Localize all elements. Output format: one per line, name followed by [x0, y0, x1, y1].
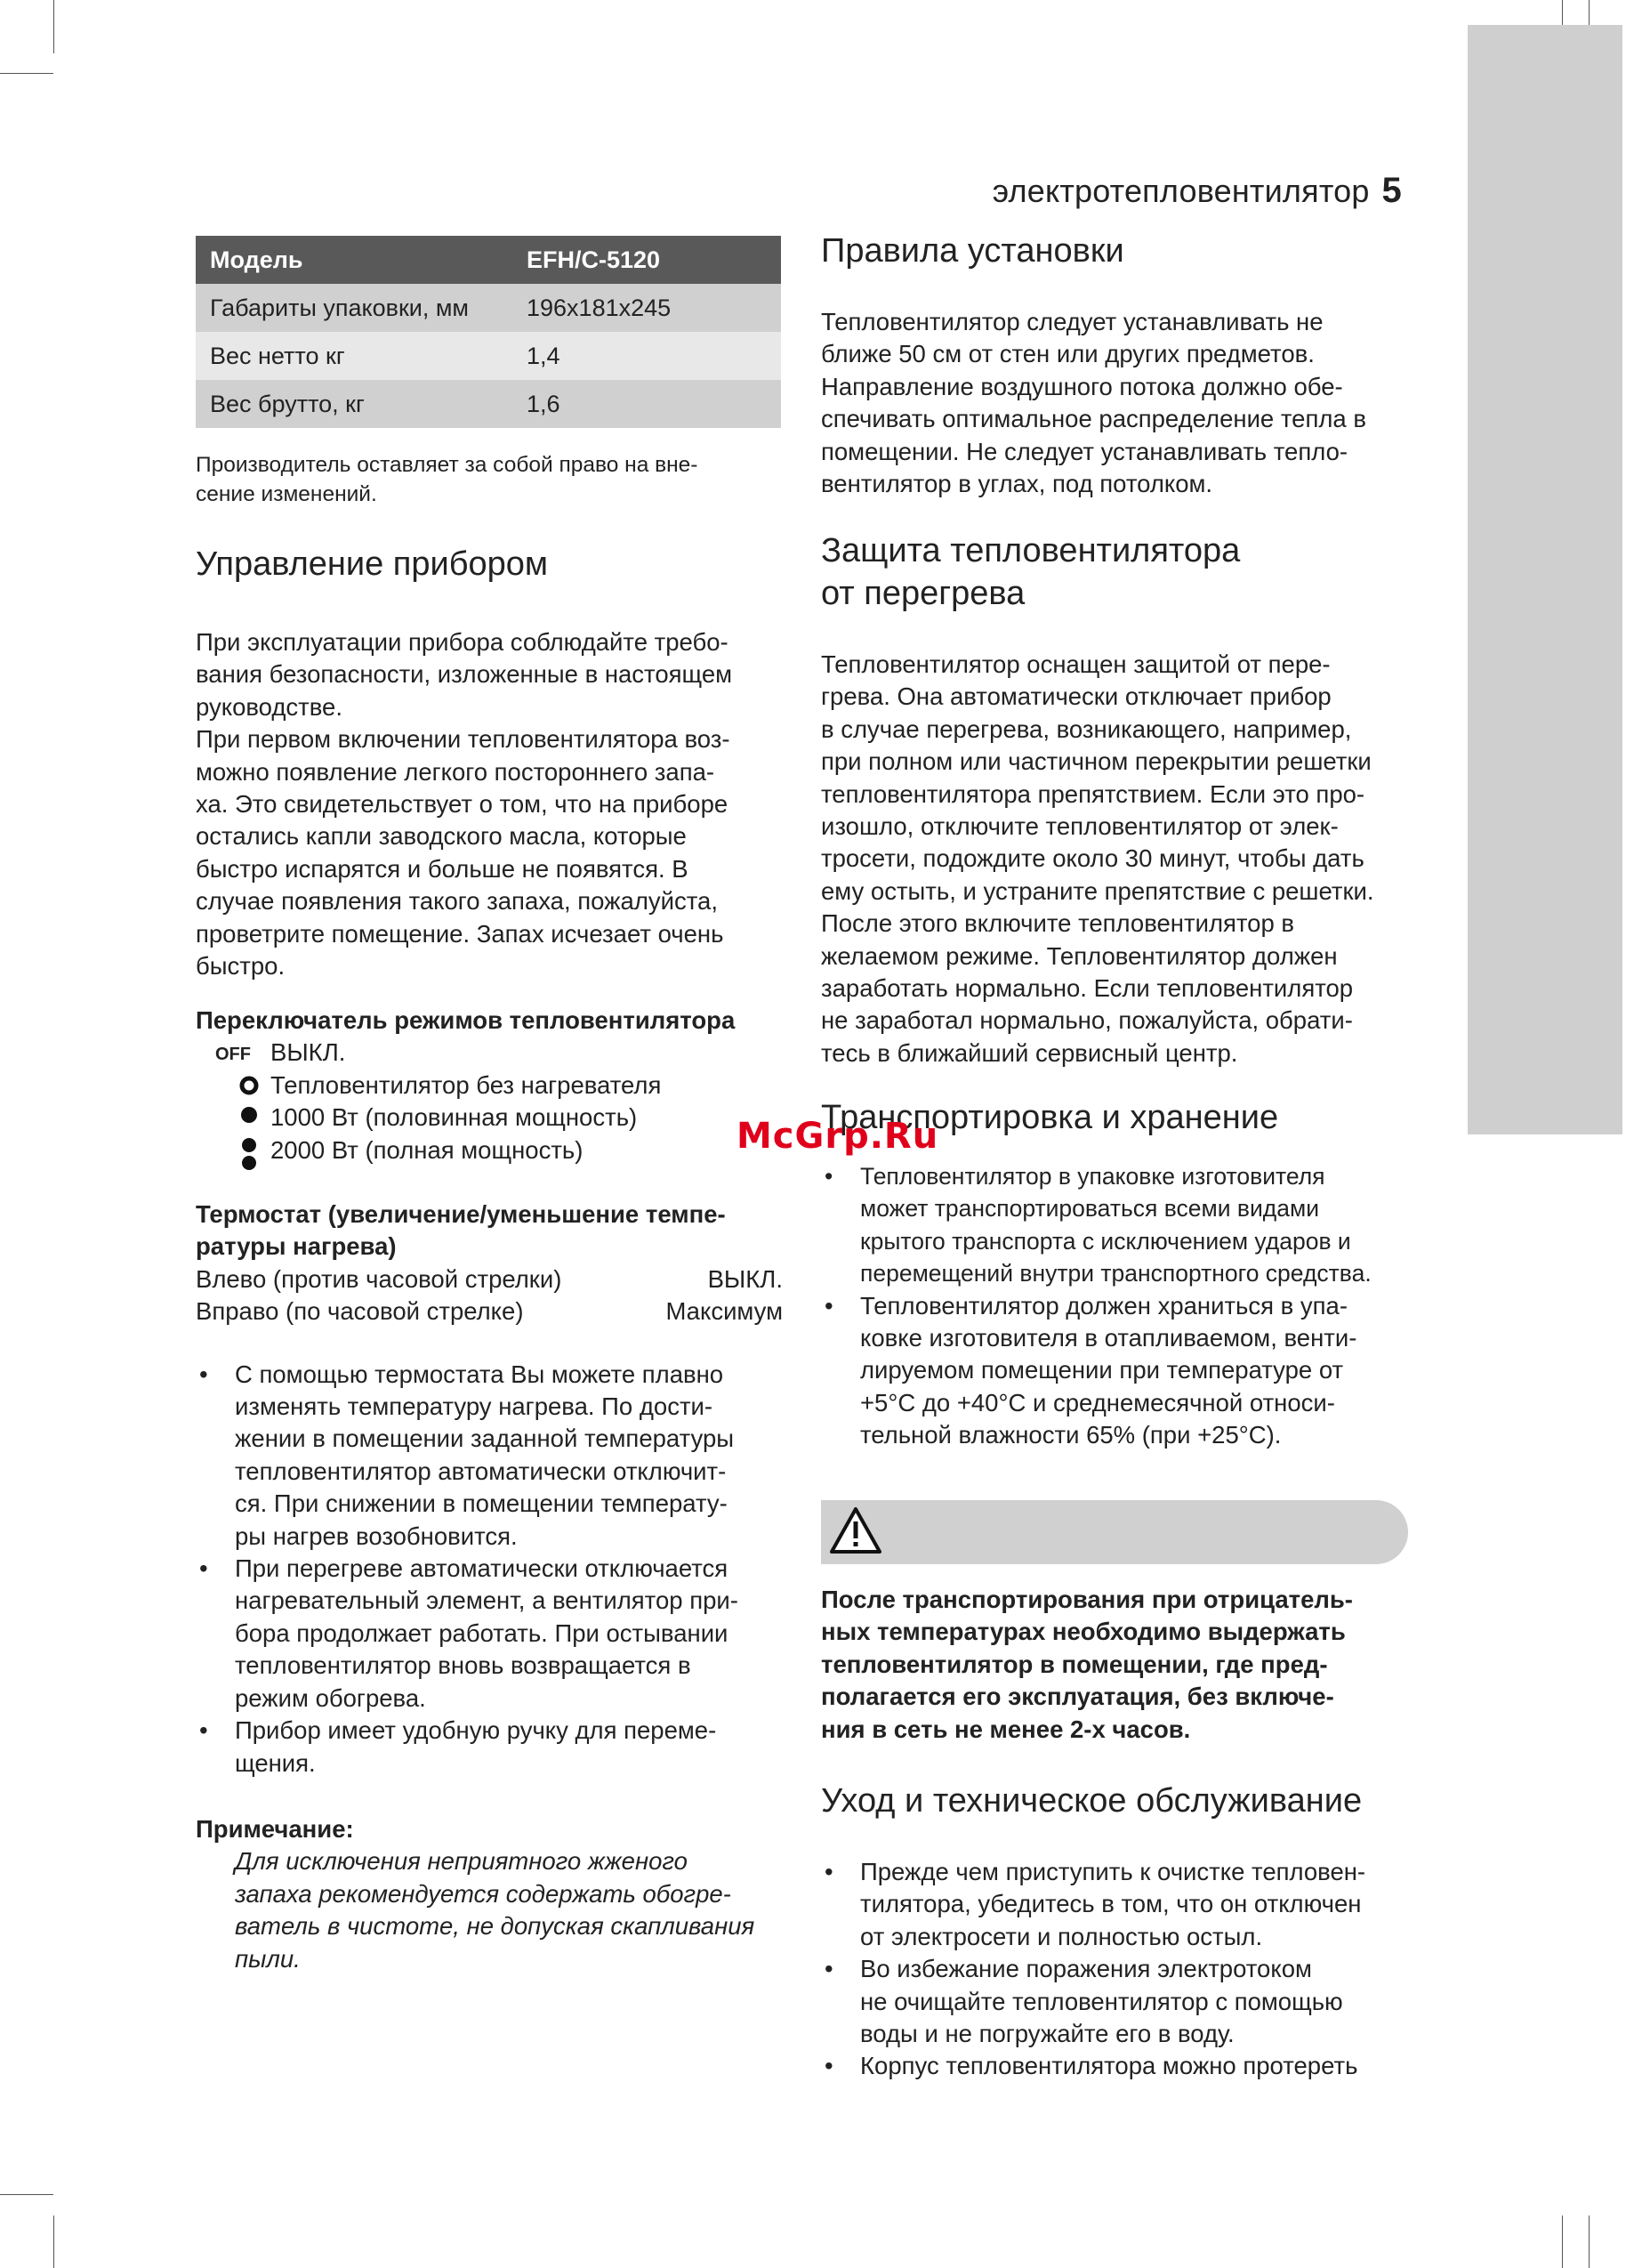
crop-mark — [0, 2194, 53, 2195]
crop-mark — [53, 0, 54, 53]
table-row — [196, 284, 781, 332]
text-line: +5°C до +40°C и среднемесячной относи- — [860, 1388, 1335, 1416]
text-line: При эксплуатации прибора соблюдайте требо- — [196, 628, 728, 656]
thermostat-value: Максимум — [665, 1297, 783, 1326]
spec-value: 1,4 — [512, 332, 781, 380]
text-line: заработать нормально. Если тепловентилятор — [821, 974, 1354, 1003]
section-title: от перегрева — [821, 575, 1026, 612]
text-line: ватель в чистоте, не допуская скапливания — [235, 1912, 755, 1941]
text-line: Для исключения неприятного жженого — [235, 1847, 688, 1876]
bullet-icon: • — [825, 1858, 833, 1885]
side-tab — [1468, 25, 1622, 1134]
text-line: жении в помещении заданной температуры — [235, 1425, 735, 1453]
thermostat-row — [196, 1263, 783, 1295]
text-line: После транспортирования при отрицатель- — [821, 1586, 1353, 1613]
text-line: руководстве. — [196, 692, 342, 721]
thermostat-bullets — [196, 1359, 783, 1780]
text-line: изошло, отключите тепловентилятор от элек- — [821, 812, 1339, 841]
text-line: щения. — [235, 1748, 316, 1777]
mode-switch-section — [196, 1005, 783, 1166]
text-line: ных температурах необходимо выдержать — [821, 1618, 1346, 1646]
text-line: ковке изготовителя в отапливаемом, венти- — [860, 1324, 1357, 1352]
subsection-title: ратуры нагрева) — [196, 1232, 397, 1261]
text-line: пыли. — [235, 1944, 301, 1973]
warning-icon — [828, 1505, 883, 1555]
text-line: воды и не погружайте его в воду. — [860, 2020, 1235, 2048]
bullet-icon: • — [199, 1554, 208, 1583]
spec-label: Вес нетто кг — [196, 332, 512, 380]
text-line: не очищайте тепловентилятор с помощью — [860, 1987, 1343, 2015]
text-line: можно появление легкого постороннего запа- — [196, 757, 715, 786]
mode-item — [196, 1102, 783, 1134]
transport-bullets — [821, 1160, 1408, 1452]
text-line: тепловентилятор вновь возвращается в — [235, 1651, 691, 1680]
mode-label: Тепловентилятор без нагревателя — [270, 1070, 662, 1099]
spec-table-header — [196, 236, 781, 284]
text-line: Тепловентилятор должен храниться в упа- — [860, 1291, 1348, 1320]
spec-value: 1,6 — [512, 380, 781, 428]
half-power-icon — [215, 1102, 260, 1134]
spec-value: 196x181x245 — [512, 284, 781, 332]
text-line: После этого включите тепловентилятор в — [821, 909, 1295, 938]
list-item — [821, 1856, 1408, 1953]
thermostat-direction: Влево (против часовой стрелки) — [196, 1264, 562, 1293]
text-line: быстро испарятся и больше не появятся. В — [196, 854, 688, 883]
fan-only-icon — [215, 1069, 260, 1102]
table-row — [196, 380, 781, 428]
text-line: Тепловентилятор оснащен защитой от пере- — [821, 650, 1331, 678]
mode-label: 2000 Вт (полная мощность) — [270, 1135, 584, 1164]
text-line: тесь в ближайший сервисный центр. — [821, 1038, 1238, 1067]
off-icon: OFF — [215, 1045, 251, 1065]
text-line: Прибор имеет удобную ручку для переме- — [235, 1716, 717, 1745]
text-line: спечивать оптимальное распределение тепла в — [821, 405, 1366, 433]
text-line: Прежде чем приступить к очистке тепловен- — [860, 1858, 1366, 1885]
spec-table — [196, 236, 781, 428]
text-line: лируемом помещении при температуре от — [860, 1356, 1344, 1384]
text-line: может транспортироваться всеми видами — [860, 1195, 1319, 1223]
text-line: помещении. Не следует устанавливать тепло- — [821, 437, 1348, 465]
spec-label: Габариты упаковки, мм — [196, 284, 512, 332]
text-line: остались капли заводского масла, которые — [196, 822, 687, 851]
full-power-icon — [215, 1134, 260, 1170]
bullet-icon: • — [825, 1291, 833, 1320]
thermostat-section — [196, 1199, 783, 1780]
text-line: в случае перегрева, возникающего, например, — [821, 714, 1352, 743]
text-line: Тепловентилятор следует устанавливать не — [821, 308, 1324, 335]
section-title: Правила установки — [821, 232, 1124, 270]
mode-item — [196, 1069, 783, 1102]
text-line: При первом включении тепловентилятора воз- — [196, 725, 730, 754]
bullet-icon: • — [825, 1163, 833, 1190]
mode-item — [196, 1134, 783, 1166]
text-line: тепловентилятор в помещении, где пред- — [821, 1650, 1328, 1678]
text-line: проветрите помещение. Запах исчезает очень — [196, 919, 724, 948]
list-item — [821, 1160, 1408, 1290]
spec-label: Вес брутто, кг — [196, 380, 512, 428]
text-line: тросети, подождите около 30 минут, чтобы дать — [821, 844, 1364, 873]
bullet-icon: • — [199, 1360, 208, 1388]
text-line: вания безопасности, изложенные в настоящем — [196, 660, 733, 689]
spec-header-label: Модель — [196, 236, 512, 284]
thermostat-row — [196, 1295, 783, 1328]
text-line: вентилятор в углах, под потолком. — [821, 470, 1213, 498]
text-line: нагревательный элемент, а вентилятор при- — [235, 1586, 738, 1615]
thermostat-value: ВЫКЛ. — [707, 1264, 783, 1293]
list-item — [196, 1715, 783, 1780]
section-title: Транспортировка и хранение — [821, 1099, 1279, 1136]
text-line: При перегреве автоматически отключается — [235, 1554, 728, 1583]
note-section — [196, 1813, 783, 1975]
list-item — [196, 1553, 783, 1715]
subsection-title: Переключатель режимов тепловентилятора — [196, 1006, 736, 1034]
text-line: Корпус тепловентилятора можно протереть — [860, 2052, 1358, 2080]
text-line: ему остыть, и устраните препятствие с решетки. — [821, 876, 1374, 905]
text-line: С помощью термостата Вы можете плавно — [235, 1360, 724, 1388]
text-line: желаемом режиме. Тепловентилятор должен — [821, 941, 1338, 970]
list-item — [821, 1953, 1408, 2050]
bullet-icon: • — [825, 2052, 833, 2080]
overheat-section — [821, 529, 1408, 1069]
text-line: режим обогрева. — [235, 1683, 426, 1712]
crop-mark — [1589, 2216, 1590, 2268]
note-title: Примечание: — [196, 1815, 354, 1843]
text-line: полагается его эксплуатация, без включе- — [821, 1683, 1334, 1711]
spec-table-block — [196, 236, 783, 428]
text-line: ся. При снижении в помещении температу- — [235, 1489, 728, 1518]
list-item — [821, 1290, 1408, 1452]
text-line: запаха рекомендуется содержать обогре- — [235, 1879, 731, 1908]
text-line: при полном или частичном перекрытии решетки — [821, 747, 1372, 776]
mode-label: ВЫКЛ. — [270, 1038, 346, 1067]
text-line: от электросети и полностью остыл. — [860, 1922, 1263, 1950]
text-line: Во избежание поражения электротоком — [860, 1955, 1312, 1983]
warning-banner — [821, 1500, 1408, 1564]
bullet-icon: • — [199, 1716, 208, 1745]
control-section — [196, 543, 783, 982]
text-line: тепловентилятор автоматически отключит- — [235, 1457, 727, 1485]
mode-item — [196, 1037, 783, 1069]
install-section — [821, 230, 1408, 500]
text-line: ха. Это свидетельствует о том, что на приборе — [196, 790, 728, 819]
spec-header-value: EFH/C-5120 — [512, 236, 781, 284]
care-section — [821, 1780, 1408, 2083]
list-item — [196, 1359, 783, 1553]
crop-mark — [53, 2216, 54, 2268]
text-line: ближе 50 см от стен или других предметов. — [821, 340, 1315, 368]
text-line: тельной влажности 65% (при +25°C). — [860, 1421, 1282, 1449]
care-bullets — [821, 1856, 1408, 2083]
text-line: быстро. — [196, 952, 286, 981]
bullet-icon: • — [825, 1955, 833, 1983]
text-line: случае появления такого запаха, пожалуйста, — [196, 887, 718, 916]
thermostat-direction: Вправо (по часовой стрелке) — [196, 1297, 524, 1326]
text-line: ния в сеть не менее 2-х часов. — [821, 1715, 1191, 1743]
subsection-title: Термостат (увеличение/уменьшение темпе- — [196, 1200, 726, 1228]
text-line: изменять температуру нагрева. По дости- — [235, 1392, 713, 1421]
crop-mark — [1562, 2216, 1563, 2268]
section-title: Защита тепловентилятора — [821, 532, 1241, 569]
header-title: электротепловентилятор — [992, 173, 1370, 209]
text-line: Тепловентилятор в упаковке изготовителя — [860, 1163, 1325, 1190]
table-row — [196, 332, 781, 380]
text-line: Производитель оставляет за собой право на вне- — [196, 453, 698, 477]
section-title: Управление прибором — [196, 545, 549, 583]
text-line: сение изменений. — [196, 482, 377, 506]
mode-label: 1000 Вт (половинная мощность) — [270, 1103, 638, 1132]
manufacturer-note — [196, 450, 783, 509]
list-item — [821, 2050, 1408, 2082]
text-line: бора продолжает работать. При остывании — [235, 1618, 728, 1647]
text-line: перемещений внутри транспортного средства. — [860, 1260, 1372, 1287]
text-line: не заработал нормально, пожалуйста, обрати- — [821, 1006, 1353, 1035]
text-line: тилятора, убедитесь в том, что он отключен — [860, 1890, 1362, 1918]
crop-mark — [0, 73, 53, 74]
warning-text — [821, 1584, 1408, 1746]
text-line: тепловентилятора препятствием. Если это про- — [821, 779, 1365, 808]
text-line: грева. Она автоматически отключает прибор — [821, 682, 1332, 711]
page-header — [993, 171, 1402, 211]
text-line: Направление воздушного потока должно обе- — [821, 372, 1343, 400]
text-line: ры нагрев возобновится. — [235, 1521, 518, 1550]
page-number: 5 — [1381, 171, 1402, 210]
section-title: Уход и техническое обслуживание — [821, 1782, 1363, 1820]
text-line: крытого транспорта с исключением ударов и — [860, 1227, 1351, 1255]
watermark-link[interactable]: McGrp.Ru — [736, 1116, 939, 1157]
